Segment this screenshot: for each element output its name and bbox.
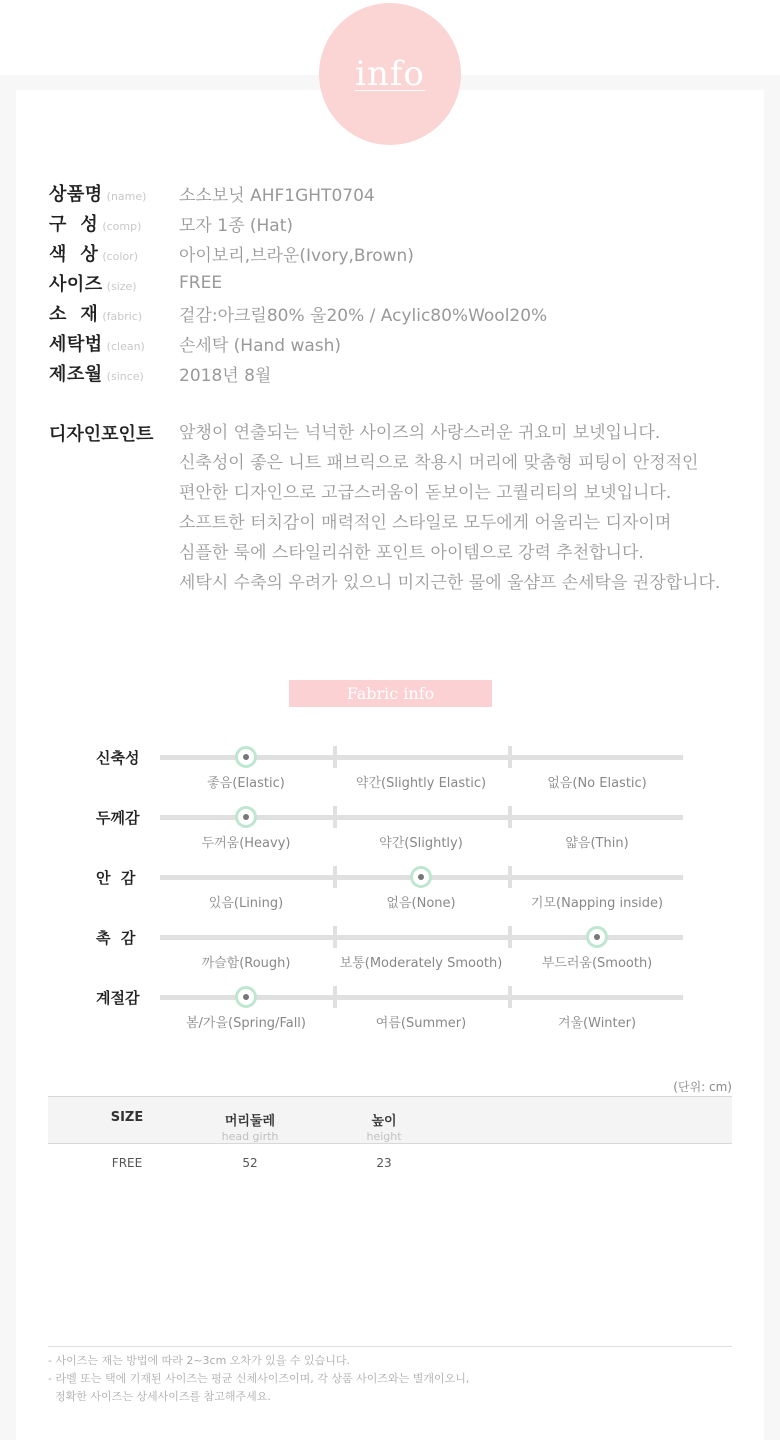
- design-point-line: 앞챙이 연출되는 넉넉한 사이즈의 사랑스러운 귀요미 보넷입니다.: [179, 423, 661, 443]
- design-point-line: 신축성이 좋은 니트 패브릭으로 착용시 머리에 맞춤형 피팅이 안정적인: [179, 453, 699, 473]
- size-header-label: 머리둘레: [224, 1114, 276, 1129]
- spec-value: 손세탁 (Hand wash): [179, 335, 342, 356]
- spec-label: [49, 210, 179, 236]
- fabric-option-label: 없음(No Elastic): [547, 776, 647, 791]
- footnotes: [48, 1352, 469, 1406]
- spec-label: [49, 360, 179, 386]
- fabric-option-label: 까슬함(Rough): [201, 956, 291, 971]
- fabric-selected-marker: [235, 746, 257, 768]
- fabric-row-name: 두께감: [96, 809, 140, 827]
- size-header-label: 높이: [371, 1114, 397, 1129]
- spec-row: [49, 238, 547, 268]
- fabric-option-label: 부드러움(Smooth): [541, 956, 653, 971]
- size-table-cell: 23: [376, 1156, 392, 1170]
- spec-value: 소소보닛 AHF1GHT0704: [179, 185, 375, 206]
- fabric-option-label: 없음(None): [386, 896, 456, 911]
- size-table-cell: 52: [242, 1156, 258, 1170]
- spec-label: [49, 300, 179, 326]
- spec-value: FREE: [179, 273, 223, 293]
- footnote-line: - 사이즈는 재는 방법에 따라 2~3cm 오차가 있을 수 있습니다.: [48, 1354, 351, 1367]
- fabric-info-badge: [289, 680, 492, 707]
- spec-value: 2018년 8월: [179, 365, 272, 386]
- fabric-selected-marker: [410, 866, 432, 888]
- footnote-line: - 라벨 또는 택에 기재된 사이즈는 평균 신체사이즈이며, 각 상품 사이즈와는 별개이오니,: [48, 1372, 470, 1385]
- fabric-scale-tick: [333, 746, 337, 768]
- fabric-info-title: Fabric info: [346, 684, 435, 703]
- spec-name: 구 성: [49, 214, 99, 235]
- fabric-selected-marker: [235, 986, 257, 1008]
- fabric-row: [0, 800, 780, 860]
- spec-english-label: (color): [102, 250, 138, 263]
- spec-row: [49, 328, 547, 358]
- spec-english-label: (fabric): [102, 310, 143, 323]
- spec-name: 소 재: [49, 304, 99, 325]
- size-table-cell: FREE: [111, 1156, 143, 1170]
- size-table-header: [48, 1096, 732, 1144]
- fabric-option-label: 약간(Slightly): [379, 836, 463, 851]
- spec-row: [49, 298, 547, 328]
- spec-label: [49, 330, 179, 356]
- fabric-option-label: 약간(Slightly Elastic): [355, 776, 487, 791]
- design-point-line: 세탁시 수축의 우려가 있으니 미지근한 물에 울샴프 손세탁을 권장합니다.: [179, 573, 721, 593]
- fabric-row-name: 안 감: [96, 869, 136, 887]
- footnote-divider: [48, 1346, 732, 1347]
- fabric-row: [0, 980, 780, 1040]
- fabric-row: [0, 740, 780, 800]
- size-header-label: SIZE: [110, 1110, 144, 1125]
- fabric-selected-marker: [586, 926, 608, 948]
- spec-label: [49, 180, 179, 206]
- fabric-scale-tick: [333, 866, 337, 888]
- spec-english-label: (clean): [106, 340, 145, 353]
- design-point-label: 디자인포인트: [49, 424, 154, 445]
- fabric-row-name: 촉 감: [96, 929, 136, 947]
- fabric-row-name: 신축성: [96, 749, 140, 767]
- spec-value: 모자 1종 (Hat): [179, 215, 294, 236]
- fabric-option-label: 좋음(Elastic): [207, 776, 285, 791]
- spec-row: [49, 268, 547, 298]
- fabric-option-label: 보통(Moderately Smooth): [339, 956, 503, 971]
- spec-value: 아이보리,브라운(Ivory,Brown): [179, 245, 414, 266]
- fabric-scale-tick: [508, 866, 512, 888]
- spec-row: [49, 358, 547, 388]
- size-table-body: [48, 1144, 732, 1184]
- product-specs: [49, 178, 547, 388]
- design-point-line: 편안한 디자인으로 고급스러움이 돋보이는 고퀄리티의 보넷입니다.: [179, 483, 672, 503]
- size-header-sublabel: head girth: [221, 1130, 279, 1143]
- size-header-sublabel: height: [366, 1130, 402, 1143]
- fabric-info-rows: [0, 740, 780, 1040]
- fabric-option-label: 기모(Napping inside): [530, 896, 664, 911]
- design-point-text: [179, 418, 720, 598]
- fabric-scale-tick: [508, 926, 512, 948]
- spec-row: [49, 178, 547, 208]
- spec-name: 색 상: [49, 244, 99, 265]
- spec-english-label: (since): [106, 370, 144, 383]
- fabric-scale-tick: [333, 806, 337, 828]
- spec-name: 제조월: [49, 364, 103, 385]
- fabric-option-label: 두꺼움(Heavy): [201, 836, 291, 851]
- size-table-header-cell: [304, 1110, 464, 1143]
- fabric-scale-tick: [333, 986, 337, 1008]
- info-title: info: [355, 54, 425, 94]
- spec-name: 세탁법: [49, 334, 103, 355]
- fabric-row: [0, 920, 780, 980]
- design-point-line: 소프트한 터치감이 매력적인 스타일로 모두에게 어울리는 디자이며: [179, 513, 672, 533]
- spec-english-label: (size): [106, 280, 137, 293]
- spec-row: [49, 208, 547, 238]
- footnote-line: 정확한 사이즈는 상세사이즈를 참고해주세요.: [48, 1390, 271, 1403]
- fabric-option-label: 있음(Lining): [208, 896, 284, 911]
- info-badge: [319, 3, 461, 145]
- unit-note: (단위: cm): [673, 1080, 732, 1094]
- fabric-option-label: 봄/가을(Spring/Fall): [185, 1016, 306, 1031]
- spec-name: 상품명: [49, 184, 103, 205]
- fabric-scale-tick: [508, 806, 512, 828]
- spec-label: [49, 270, 179, 296]
- fabric-scale-tick: [333, 926, 337, 948]
- spec-english-label: (name): [106, 190, 147, 203]
- fabric-option-label: 겨울(Winter): [557, 1016, 637, 1031]
- fabric-option-label: 얇음(Thin): [565, 836, 629, 851]
- fabric-row-name: 계절감: [96, 989, 140, 1007]
- design-point-line: 심플한 룩에 스타일리쉬한 포인트 아이템으로 강력 추천합니다.: [179, 543, 644, 563]
- fabric-row: [0, 860, 780, 920]
- fabric-scale-tick: [508, 986, 512, 1008]
- spec-label: [49, 240, 179, 266]
- size-table: [48, 1096, 732, 1184]
- fabric-selected-marker: [235, 806, 257, 828]
- fabric-scale-tick: [508, 746, 512, 768]
- spec-name: 사이즈: [49, 274, 103, 295]
- spec-value: 겉감:아크릴80% 울20% / Acylic80%Wool20%: [179, 305, 548, 326]
- spec-english-label: (comp): [102, 220, 142, 233]
- fabric-option-label: 여름(Summer): [375, 1016, 467, 1031]
